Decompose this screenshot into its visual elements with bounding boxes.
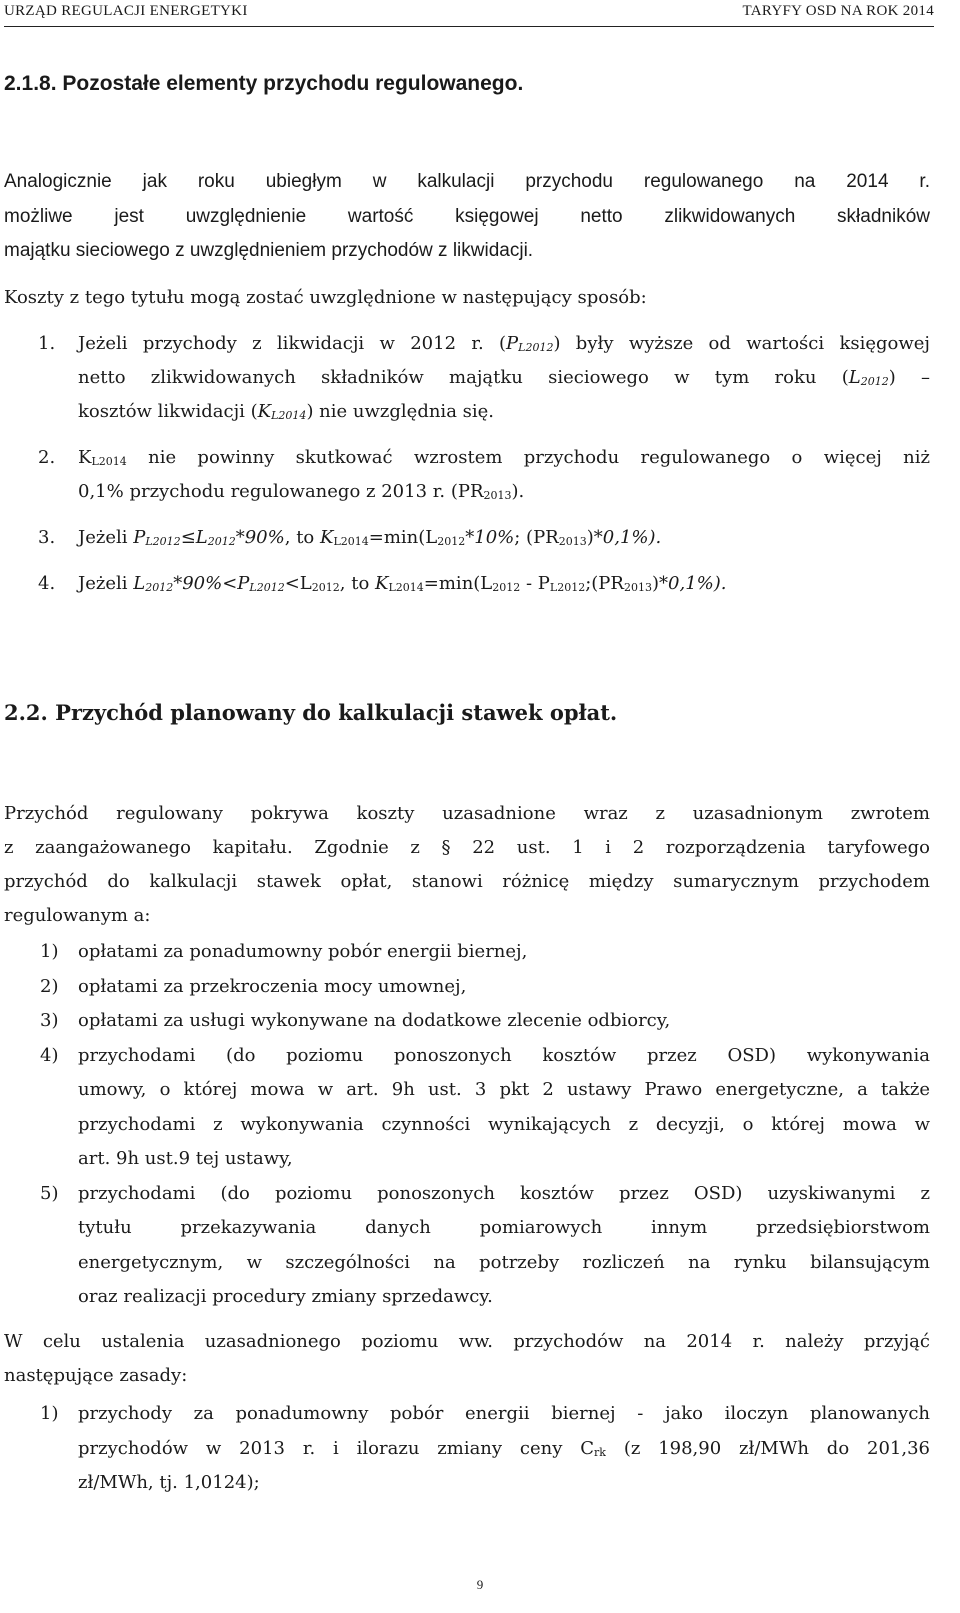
paragraph-line: W celu ustalenia uzasadnionego poziomu ww. przychodów na 2014 r. należy przyjąć <box>4 1331 930 1352</box>
paragraph-line: następujące zasady: <box>4 1365 188 1386</box>
header-document-title: TARYFY OSD NA ROK 2014 <box>742 3 934 19</box>
paragraph-line: możliwe jest uwzględnienie wartość księgowej netto zlikwidowanych składników <box>4 205 930 227</box>
list-item: 3) opłatami za usługi wykonywane na dodatkowe zlecenie odbiorcy, <box>4 1004 930 1039</box>
paragraph-line: Przychód regulowany pokrywa koszty uzasadnione wraz z uzasadnionym zwrotem <box>4 803 930 824</box>
list-item: 1) przychody za ponadumowny pobór energii biernej - jako iloczyn planowanych przychodów w 2013 r. i ilorazu zmiany ceny $C_{rk}$ (z 198,90 zł/MWh do 201,36 zł/MWh, tj. 1,0124); <box>4 1397 930 1501</box>
list-item-number: 2. <box>38 447 56 468</box>
section-2-2-paragraph <box>4 797 930 933</box>
page-number: 9 <box>476 1577 484 1592</box>
liquidation-rules-list <box>4 327 930 601</box>
list-item: 2. $K_{L2014}$ nie powinny skutkować wzrostem przychodu regulowanego o więcej niż 0,1% przychodu regulowanego z 2013 r. $(PR_{2013})$. <box>4 441 930 509</box>
principles-intro-paragraph <box>4 1325 930 1393</box>
section-heading-2-2: 2.2. Przychód planowany do kalkulacji stawek opłat. <box>4 700 618 725</box>
paragraph-line: regulowanym a: <box>4 905 151 926</box>
list-item-number: 3. <box>38 527 56 548</box>
list-item: 4) przychodami (do poziomu ponoszonych kosztów przez OSD) wykonywania umowy, o której mowa w art. 9h ust. 3 pkt 2 ustawy Prawo energetyczne, a także przychodami z wykonywania czynności wynikających z decyzji, o której mowa w art. 9h ust.9 tej ustawy, <box>4 1039 930 1177</box>
paragraph-line: przychód do kalkulacji stawek opłat, stanowi różnicę między sumarycznym przychodem <box>4 871 930 892</box>
running-header <box>4 0 934 27</box>
principles-list <box>4 1397 930 1501</box>
paragraph-line: majątku sieciowego z uwzględnieniem przychodów z likwidacji. <box>4 240 534 261</box>
list-item: 5) przychodami (do poziomu ponoszonych kosztów przez OSD) uzyskiwanymi z tytułu przekazywania danych pomiarowych innym przedsiębiorstwom energetycznym, w szczególności na potrzeby rozliczeń na rynku bilansującym oraz realizacji procedury zmiany sprzedawcy. <box>4 1177 930 1315</box>
list-item-number: 3) <box>40 1010 59 1031</box>
revenue-deductions-list <box>4 935 930 1315</box>
paragraph-line: z zaangażowanego kapitału. Zgodnie z § 22 ust. 1 i 2 rozporządzenia taryfowego <box>4 837 930 858</box>
list-item-number: 1) <box>40 1403 59 1424</box>
list-item-number: 4) <box>40 1044 59 1066</box>
list-item: 3. Jeżeli $P_{L2012}\le L_{2012}*90\%$, to $K_{L2014}=\min(L_{2012}*10\%$; $(PR_{2013})*0,1\%$). <box>4 521 930 555</box>
list-item-number: 1) <box>40 941 59 962</box>
list-item: 1. Jeżeli przychody z likwidacji w 2012 r. $(P_{L2012})$ były wyższe od wartości księgowej netto zlikwidowanych składników majątku sieciowego w tym roku $(L_{2012})$ – kosztów likwidacji $(K_{L2014})$ nie uwzględnia się. <box>4 327 930 429</box>
list-item: 2) opłatami za przekroczenia mocy umownej, <box>4 970 930 1005</box>
list-item-number: 2) <box>40 975 59 997</box>
list-item: 4. Jeżeli $L_{2012}*90\%<P_{L2012}<L_{2012}$, to $K_{L2014}=\min(L_{2012}$ - $P_{L2012};(PR_{2013})*0,1\%$). <box>4 567 930 601</box>
section-2-1-8-paragraph <box>4 165 930 269</box>
list-item-number: 5) <box>40 1182 59 1204</box>
list-item: 1) opłatami za ponadumowny pobór energii biernej, <box>4 935 930 970</box>
section-heading-2-1-8: 2.1.8. Pozostałe elementy przychodu regulowanego. <box>4 72 524 95</box>
paragraph-line: Koszty z tego tytułu mogą zostać uwzględnione w następujący sposób: <box>4 287 647 308</box>
paragraph-line: Analogicznie jak roku ubiegłym w kalkulacji przychodu regulowanego na 2014 r. <box>4 171 930 192</box>
header-institution: URZĄD REGULACJI ENERGETYKI <box>4 3 248 19</box>
list-item-number: 1. <box>38 333 56 354</box>
costs-intro-paragraph <box>4 281 930 315</box>
list-item-number: 4. <box>38 573 56 594</box>
